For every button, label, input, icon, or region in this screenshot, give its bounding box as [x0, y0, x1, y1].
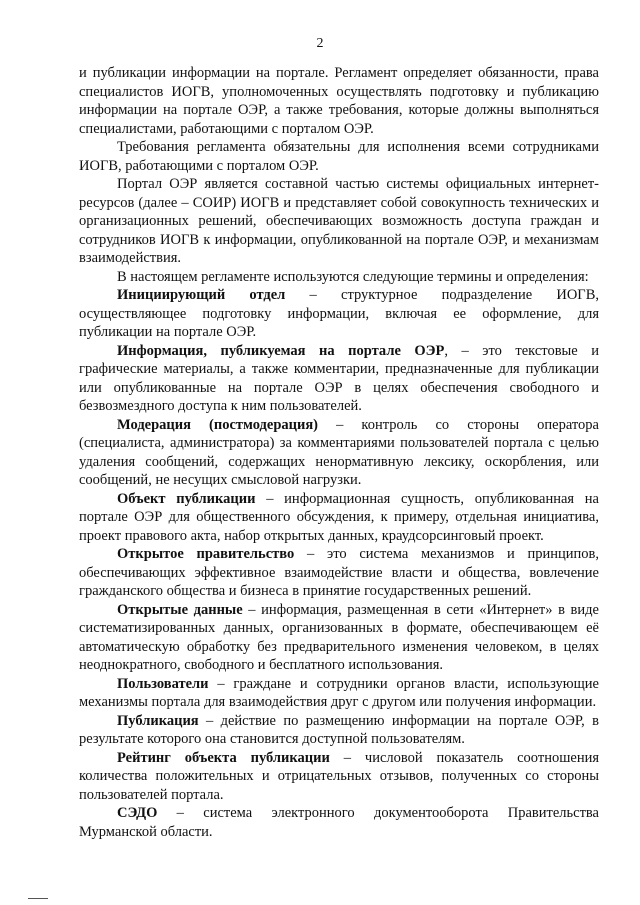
definition-text: – контроль со стороны оператора (специалиста, администратора) за комментариями пользователей портала с целью удаления сообщений, содержащих ненормативную лексику, оскорбления, или сообщений, не несущих смысловой нагрузки.	[79, 416, 599, 488]
definition-term: Информация, публикуемая на портале ОЭР	[117, 342, 445, 359]
definition-text: – система электронного документооборота Правительства Мурманской области.	[79, 805, 599, 840]
definition-open-data	[79, 601, 599, 675]
definition-text: – информационная сущность, опубликованная на портале ОЭР для общественного обсуждения, к примеру, отдельная инициатива, проект правового акта, набор открытых данных, краудсорсинговый проект.	[79, 490, 599, 544]
definition-term: Объект публикации	[117, 490, 256, 507]
definition-publication-object	[79, 490, 599, 546]
definition-term: Модерация (постмодерация)	[117, 416, 319, 433]
definition-published-information	[79, 342, 599, 416]
definition-publication-rating	[79, 749, 599, 805]
page-number: 2	[316, 36, 324, 51]
definition-moderation	[79, 416, 599, 490]
definition-text: – числовой показатель соотношения количества положительных и отрицательных отзывов, полученных со стороны пользователей портала.	[79, 749, 600, 803]
paragraph-text: В настоящем регламенте используются следующие термины и определения:	[117, 268, 589, 285]
definition-term: Пользователи	[117, 675, 209, 692]
definition-text: – это система механизмов и принципов, обеспечивающих эффективное взаимодействие власти и общества, вовлечение гражданского общества и бизнеса в принятие государственных решений.	[79, 546, 600, 599]
definition-term: Открытое правительство	[117, 546, 295, 562]
definition-text: – граждане и сотрудники органов власти, использующие механизмы портала для взаимодействия друг с другом или получения информации.	[79, 675, 599, 710]
document-body	[79, 64, 599, 841]
definition-initiating-department	[79, 286, 599, 342]
definition-publication	[79, 712, 599, 749]
definition-text: – структурное подразделение ИОГВ, осуществляющее подготовку информации, включая ее оформление, для публикации на портале ОЭР.	[79, 287, 599, 340]
paragraph-text: и публикации информации на портале. Регламент определяет обязанности, права специалистов ИОГВ, уполномоченных осуществлять подготовку и публикацию информации на портале ОЭР, а также требования, которые должны выполняться специалистами, работающими с порталом ОЭР.	[79, 65, 599, 137]
paragraph-intro-continuation	[79, 64, 599, 138]
footer-divider	[28, 898, 48, 899]
definition-text: – информация, размещенная в сети «Интернет» в виде систематизированных данных, организованных в формате, обеспечивающем её автоматическую обработку без предварительного изменения человеком, в целях неоднократного, свободного и бесплатного использования.	[79, 601, 599, 673]
definition-users	[79, 675, 599, 712]
definition-sedo	[79, 804, 599, 841]
definition-term: СЭДО	[117, 805, 158, 821]
paragraph-portal-description	[79, 175, 599, 268]
paragraph-requirements	[79, 138, 599, 175]
definition-text: – действие по размещению информации на портале ОЭР, в результате которого она становится доступной пользователям.	[79, 712, 599, 747]
definition-open-government	[79, 545, 599, 601]
paragraph-text: Портал ОЭР является составной частью системы официальных интернет-ресурсов (далее – СОИР) ИОГВ и представляет собой совокупность технических и организационных решений, обеспечивающих возможность доступа граждан и сотрудников ИОГВ к информации, опубликованной на портале ОЭР, и механизмам взаимодействия.	[79, 176, 599, 266]
definition-text: , – это текстовые и графические материалы, а также комментарии, предназначенные для публикации или опубликованные на портале ОЭР в целях обеспечения свободного и безвозмездного доступа к ним пользователей.	[79, 342, 599, 414]
paragraph-terms-intro	[79, 268, 599, 287]
definition-term: Публикация	[117, 712, 199, 729]
definition-term: Открытые данные	[117, 601, 243, 618]
definition-term: Инициирующий отдел	[117, 287, 286, 303]
definition-term: Рейтинг объекта публикации	[117, 749, 330, 766]
paragraph-text: Требования регламента обязательны для исполнения всеми сотрудниками ИОГВ, работающими с порталом ОЭР.	[79, 139, 599, 174]
